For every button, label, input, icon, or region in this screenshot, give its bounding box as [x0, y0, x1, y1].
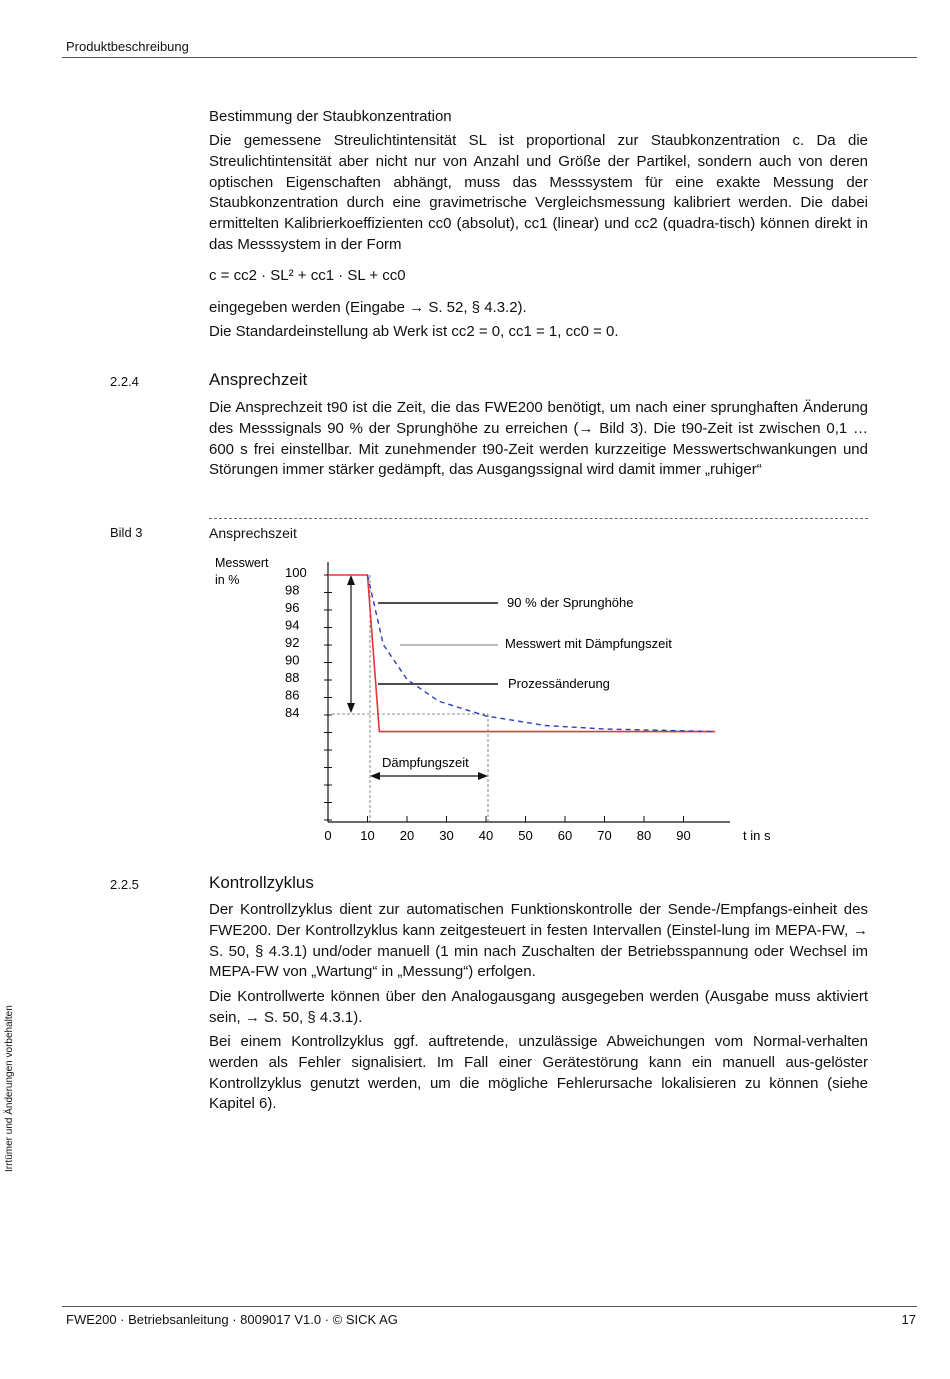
figure-caption: Ansprechszeit — [209, 525, 297, 541]
label-process-change: Prozessänderung — [508, 676, 610, 691]
footer-rule — [62, 1306, 917, 1307]
axis-ticks — [324, 575, 684, 822]
section-number-225: 2.2.5 — [110, 877, 139, 892]
y-tick-label: 94 — [285, 617, 300, 633]
arrow-head-down — [347, 703, 355, 713]
formula: c = cc2 · SL² + cc1 · SL + cc0 — [209, 267, 406, 284]
section-225-paragraph-3: Bei einem Kontrollzyklus ggf. auftretende, unzulässige Abweichungen vom Normal-verhalten werden als Fehler signalisiert. Im Fall einer Gerätestörung kann ein manuell aus-gelöster Kontrollzyklus genutzt werden, um die mögliche Fehlerursache lokalisieren zu können (siehe Kapitel 6). — [209, 1033, 868, 1113]
x-tick-label: 40 — [478, 828, 494, 843]
figure-number: Bild 3 — [110, 525, 143, 540]
y-tick-label: 100 — [285, 565, 307, 580]
section-number-224: 2.2.4 — [110, 374, 139, 389]
x-tick-label: 50 — [518, 828, 533, 843]
staub-paragraph-2: eingegeben werden (Eingabe → S. 52, § 4.3.2). — [209, 299, 527, 316]
section-title-225: Kontrollzyklus — [209, 873, 314, 892]
section-title-224: Ansprechzeit — [209, 370, 308, 389]
page-number: 17 — [901, 1312, 916, 1327]
y-tick-label: 92 — [285, 635, 300, 650]
side-disclaimer: Irrtümer und Änderungen vorbehalten — [4, 1005, 15, 1172]
x-tick-label: 30 — [439, 828, 454, 843]
x-tick-label: 70 — [597, 828, 612, 843]
x-axis-label: t in s — [743, 828, 771, 843]
arrow-head-right — [478, 772, 488, 780]
y-tick-label: 96 — [285, 600, 300, 615]
staub-paragraph-1: Die gemessene Streulichtintensität SL ist proportional zur Staubkonzentration c. Da die Streulichtintensität aber nicht nur von Anzahl und Größe der Partikel, sondern auch von deren optischen Eigenschaften abhängt, muss das Messsystem für eine exakte Messung der Staubkonzentration durch eine gravimetrische Vergleichsmessung kalibriert werden. Die dabei ermittelten Kalibrierkoeffizienten cc0 (absolut), cc1 (linear) und cc2 (quadra-tisch) können direkt in das Messsystem in der Form — [209, 132, 868, 253]
label-90-percent: 90 % der Sprunghöhe — [507, 595, 634, 610]
x-tick-label: 80 — [636, 828, 652, 843]
footer-text: FWE200 · Betriebsanleitung · 8009017 V1.0 · © SICK AG — [66, 1312, 398, 1327]
x-tick-label: 90 — [676, 828, 691, 843]
x-tick-label: 20 — [399, 828, 415, 843]
section-225-paragraph-2: Die Kontrollwerte können über den Analogausgang ausgegeben werden (Ausgabe muss aktiviert sein, → S. 50, § 4.3.1). — [209, 988, 868, 1026]
y-tick-label: 90 — [285, 652, 300, 668]
subsection-title-staub: Bestimmung der Staubkonzentration — [209, 108, 452, 125]
arrow-head-up — [347, 575, 355, 585]
x-tick-labels — [324, 828, 690, 843]
y-tick-label: 98 — [285, 582, 300, 598]
y-tick-label: 88 — [285, 670, 300, 685]
y-tick-label: 86 — [285, 687, 300, 703]
x-tick-label: 10 — [360, 828, 375, 843]
staub-paragraph-3: Die Standardeinstellung ab Werk ist cc2 = 0, cc1 = 1, cc0 = 0. — [209, 323, 619, 340]
x-tick-label: 0 — [324, 828, 332, 843]
y-axis-label-line1: Messwert — [215, 556, 269, 570]
label-damped-value: Messwert mit Dämpfungszeit — [505, 636, 672, 651]
section-225-paragraph-1: Der Kontrollzyklus dient zur automatischen Funktionskontrolle der Sende-/Empfangs-einheit des FWE200. Der Kontrollzyklus kann zeitgesteuert in festen Intervallen (Einstel-lung im MEPA-FW, → S. 50, § 4.3.1) und/oder manuell (1 min nach Zuschalten der Betriebsspannung oder Wechsel im MEPA-FW von „Wartung“ in „Messung“) erfolgen. — [209, 901, 868, 981]
damping-time-label: Dämpfungszeit — [382, 755, 469, 770]
arrow-head-left — [370, 772, 380, 780]
running-header: Produktbeschreibung — [66, 39, 189, 54]
section-224-paragraph: Die Ansprechzeit t90 ist die Zeit, die das FWE200 benötigt, um nach einer sprunghaften Änderung des Messsignals 90 % der Sprunghöhe zu erreichen (→ Bild 3). Die t90-Zeit ist zwischen 0,1 … 600 s frei einstellbar. Mit zunehmender t90-Zeit werden kurzzeitige Messwertschwankungen und Störungen immer stärker gedämpft, das Ausgangssignal wird damit immer „ruhiger“ — [209, 399, 868, 479]
y-tick-label: 84 — [285, 705, 300, 720]
y-tick-labels — [285, 565, 307, 720]
x-tick-label: 60 — [557, 828, 573, 843]
y-axis-label-line2: in % — [215, 573, 240, 587]
